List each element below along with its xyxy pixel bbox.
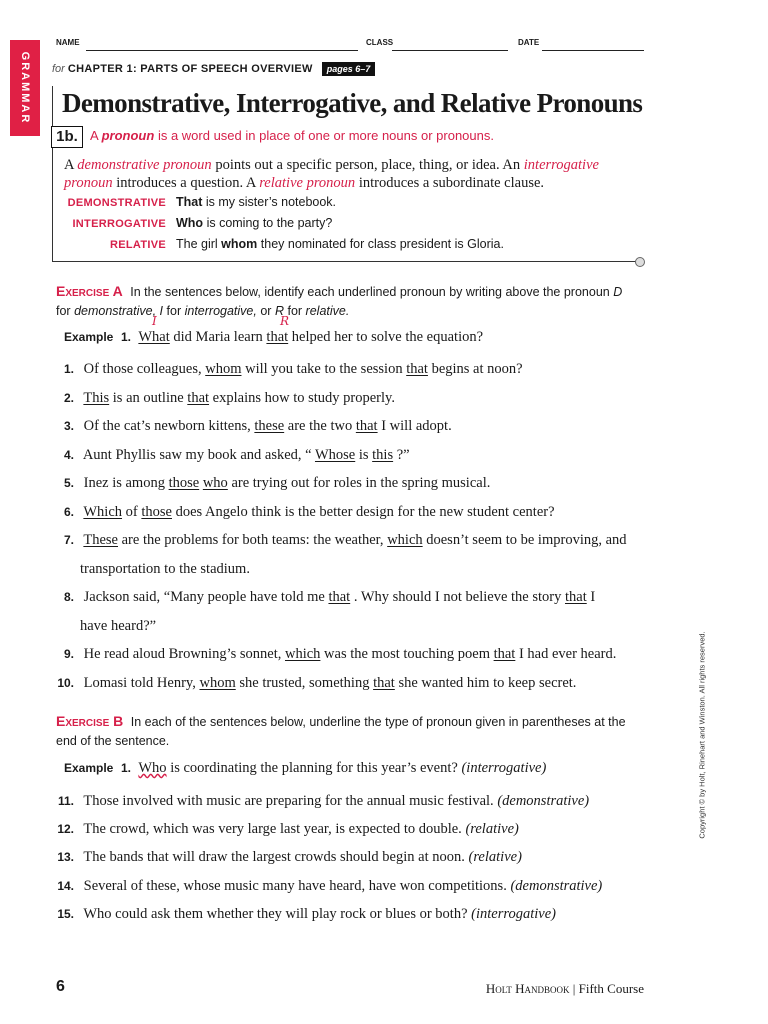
underlined-pronoun: whom	[199, 675, 236, 691]
underlined-pronoun: which	[387, 532, 423, 548]
exercise-a-item[interactable]	[50, 532, 627, 549]
instr-type: demonstrative,	[74, 304, 157, 318]
sentence-text: doesn’t seem to be improving, and	[426, 532, 627, 548]
def-term: demonstrative pronoun	[77, 157, 212, 173]
sentence-text: of	[125, 504, 138, 520]
example-rest: is my sister’s notebook.	[205, 195, 337, 209]
grammar-tab	[10, 40, 40, 136]
class-label: CLASS	[366, 38, 394, 47]
definition	[64, 156, 634, 192]
underlined-pronoun: Which	[83, 504, 123, 520]
sentence-text: helped her to solve the equation?	[291, 329, 484, 345]
exercise-a-item[interactable]	[50, 390, 395, 407]
instr-code: I	[159, 304, 164, 318]
example-label: Example	[64, 761, 114, 775]
underlined-pronoun: that	[564, 589, 587, 605]
underlined-pronoun: that	[493, 646, 516, 662]
date-field[interactable]	[542, 50, 644, 51]
sentence-text: I will adopt.	[381, 418, 452, 434]
underlined-pronoun: that	[355, 418, 378, 434]
rule-knob	[635, 257, 645, 267]
example-pre: The girl	[176, 237, 218, 251]
name-field[interactable]	[86, 50, 358, 51]
exercise-b-instructions	[56, 712, 646, 751]
sentence-text: ?”	[396, 447, 410, 463]
exercise-b-item[interactable]	[50, 906, 556, 923]
exercise-b-item[interactable]	[50, 878, 602, 895]
pronoun-type-hint: (interrogative)	[471, 906, 556, 922]
page-title: Demonstrative, Interrogative, and Relative Pronouns	[62, 88, 643, 118]
page-number: 6	[56, 978, 65, 995]
sentence-text: is coordinating the planning for this year’s event?	[170, 760, 458, 776]
item-number: 8.	[63, 590, 74, 604]
handwritten-mark: R	[280, 314, 290, 328]
sentence-text: Who could ask them whether they will play rock or blues or both?	[83, 906, 468, 922]
instr-code: R	[274, 304, 284, 318]
sentence-text: Jackson said, “Many people have told me	[83, 589, 325, 605]
instr-text: for	[287, 304, 303, 318]
pronoun-type-hint: (demonstrative)	[510, 878, 603, 894]
grammar-tab-label: GRAMMAR	[19, 51, 31, 125]
chapter-title: CHAPTER 1: PARTS OF SPEECH OVERVIEW	[67, 63, 313, 75]
underlined-pronoun: that	[328, 589, 351, 605]
underlined-pronoun: that	[187, 390, 210, 406]
example-interrogative	[64, 216, 332, 230]
sentence-text: Inez is among	[83, 475, 165, 491]
handwritten-mark: I	[152, 314, 157, 328]
item-number: 5.	[63, 476, 74, 490]
instr-code: D	[613, 285, 623, 299]
underlined-pronoun: these	[254, 418, 285, 434]
example-label: INTERROGATIVE	[72, 218, 166, 230]
item-number: 10.	[57, 676, 74, 690]
date-label: DATE	[518, 38, 540, 47]
sentence-text: He read aloud Browning’s sonnet,	[83, 646, 282, 662]
sentence-text: are trying out for roles in the spring musical.	[231, 475, 491, 491]
sentence-text: begins at noon?	[431, 361, 523, 377]
instr-type: interrogative,	[184, 304, 257, 318]
example-num: 1.	[120, 761, 131, 775]
sentence-text: Of the cat’s newborn kittens,	[83, 418, 251, 434]
sentence-text: Several of these, whose music many have heard, have won competitions.	[83, 878, 507, 894]
example-label: DEMONSTRATIVE	[67, 197, 166, 209]
exercise-b-item[interactable]	[50, 793, 589, 810]
exercise-b-example	[64, 760, 546, 777]
sentence-text: is an outline	[112, 390, 184, 406]
pronoun-type-hint: (relative)	[468, 849, 522, 865]
item-number: 1.	[63, 362, 74, 376]
rule-term: pronoun	[101, 128, 155, 143]
example-label: Example	[64, 330, 114, 344]
pronoun-type-hint: (relative)	[465, 821, 519, 837]
item-number: 3.	[63, 419, 74, 433]
underlined-pronoun: that	[373, 675, 395, 691]
for-label: for	[52, 63, 65, 75]
rule-number: 1b.	[51, 126, 83, 148]
chapter-bar	[52, 62, 375, 76]
exercise-a-item[interactable]	[50, 646, 616, 663]
exercise-a-example	[64, 329, 483, 346]
exercise-b-item[interactable]	[50, 821, 519, 838]
underlined-pronoun: whom	[205, 361, 242, 377]
exercise-a-item[interactable]	[50, 418, 452, 435]
item-number: 15.	[57, 907, 74, 921]
def-term: relative pronoun	[259, 175, 356, 191]
sentence-text: I	[590, 589, 596, 605]
exercise-a-instructions	[56, 282, 646, 321]
underlined-pronoun: Whose	[314, 447, 356, 463]
exercise-a-item[interactable]	[50, 361, 523, 378]
instr-text: for	[166, 304, 182, 318]
sentence-text: Those involved with music are preparing for the annual music festival.	[83, 793, 494, 809]
pronoun-type-hint: (demonstrative)	[497, 793, 590, 809]
underlined-pronoun: What	[138, 329, 170, 345]
underlined-pronoun: This	[83, 390, 110, 406]
example-relative	[64, 237, 504, 251]
exercise-b-title: Exercise B	[56, 713, 124, 729]
def-part: introduces a question. A	[116, 175, 256, 191]
underlined-pronoun: those	[141, 504, 172, 520]
class-field[interactable]	[392, 50, 508, 51]
underlined-pronoun: which	[284, 646, 321, 662]
name-label: NAME	[56, 38, 80, 47]
footer	[486, 981, 644, 997]
sentence-text: was the most touching poem	[324, 646, 490, 662]
exercise-a-item[interactable]	[50, 475, 490, 492]
sentence-text: The crowd, which was very large last year, is expected to double.	[83, 821, 462, 837]
pronoun-type-hint: (interrogative)	[461, 760, 547, 776]
sentence-text: she wanted him to keep secret.	[398, 675, 577, 691]
underlined-pronoun: who	[202, 475, 228, 491]
item-number: 13.	[57, 850, 74, 864]
item-number: 12.	[57, 822, 74, 836]
item-number: 11.	[57, 794, 74, 808]
pages-badge: pages 6–7	[322, 62, 376, 76]
instr-text: or	[260, 304, 272, 318]
exercise-a-title: Exercise A	[56, 283, 123, 299]
book-title: Holt Handbook	[485, 981, 570, 996]
exercise-a-item[interactable]	[50, 504, 555, 521]
exercise-a-item[interactable]	[50, 589, 595, 606]
footer-separator: |	[572, 981, 576, 996]
instr-text: for	[56, 304, 71, 318]
exercise-a-item[interactable]	[50, 447, 410, 464]
underlined-pronoun: that	[406, 361, 428, 377]
example-rest: they nominated for class president is Gloria.	[260, 237, 504, 251]
sentence-text: . Why should I not believe the story	[353, 589, 562, 605]
sentence-text: she trusted, something	[239, 675, 370, 691]
def-part: introduces a subordinate clause.	[358, 175, 545, 191]
sentence-text: is	[358, 447, 369, 463]
sentence-text: did Maria learn	[173, 329, 263, 345]
sentence-text: explains how to study properly.	[212, 390, 395, 406]
underlined-pronoun: this	[372, 447, 394, 463]
sentence-text: Of those colleagues,	[83, 361, 202, 377]
instr-text: In each of the sentences below, underline the type of pronoun given in parentheses at the end of the sentence.	[56, 715, 626, 748]
rule-body: is a word used in place of one or more nouns or pronouns.	[157, 128, 494, 143]
underlined-pronoun: that	[266, 329, 289, 345]
item-number: 14.	[57, 879, 74, 893]
sentence-text: The bands that will draw the largest crowds should begin at noon.	[83, 849, 465, 865]
example-demonstrative	[64, 195, 336, 209]
example-key: That	[176, 195, 203, 209]
course-name: Fifth Course	[578, 981, 644, 996]
underlined-pronoun: Who	[138, 760, 167, 776]
example-key: Who	[176, 216, 204, 230]
copyright: Copyright © by Holt, Rinehart and Winston. All rights reserved.	[697, 631, 707, 839]
example-rest: is coming to the party?	[206, 216, 333, 230]
example-num: 1.	[120, 330, 131, 344]
example-label: RELATIVE	[110, 239, 166, 251]
exercise-b-item[interactable]	[50, 849, 522, 866]
instr-type: relative.	[305, 304, 350, 318]
rule-text	[90, 128, 494, 143]
sentence-text: I had ever heard.	[518, 646, 617, 662]
sentence-text: will you take to the session	[245, 361, 403, 377]
item-number: 9.	[63, 647, 74, 661]
rule-pre: A	[90, 128, 98, 143]
item-7-continued: transportation to the stadium.	[80, 561, 250, 577]
sentence-text: does Angelo think is the better design for the new student center?	[175, 504, 555, 520]
item-number: 7.	[63, 533, 74, 547]
item-8-continued: have heard?”	[80, 618, 157, 634]
example-key: whom	[221, 237, 258, 251]
def-term: interrogative pronoun	[64, 157, 599, 191]
item-number: 6.	[63, 505, 74, 519]
item-number: 2.	[63, 391, 74, 405]
sentence-text: are the two	[287, 418, 353, 434]
exercise-a-item[interactable]	[50, 675, 576, 692]
sentence-text: Lomasi told Henry,	[83, 675, 196, 691]
def-part: A	[64, 157, 74, 173]
underlined-pronoun: These	[83, 532, 118, 548]
item-number: 4.	[63, 448, 74, 462]
def-part: points out a specific person, place, thing, or idea. An	[215, 157, 521, 173]
instr-text: In the sentences below, identify each underlined pronoun by writing above the pronoun	[130, 285, 610, 299]
sentence-text: are the problems for both teams: the weather,	[121, 532, 384, 548]
sentence-text: Aunt Phyllis saw my book and asked, “	[82, 447, 312, 463]
underlined-pronoun: those	[168, 475, 200, 491]
